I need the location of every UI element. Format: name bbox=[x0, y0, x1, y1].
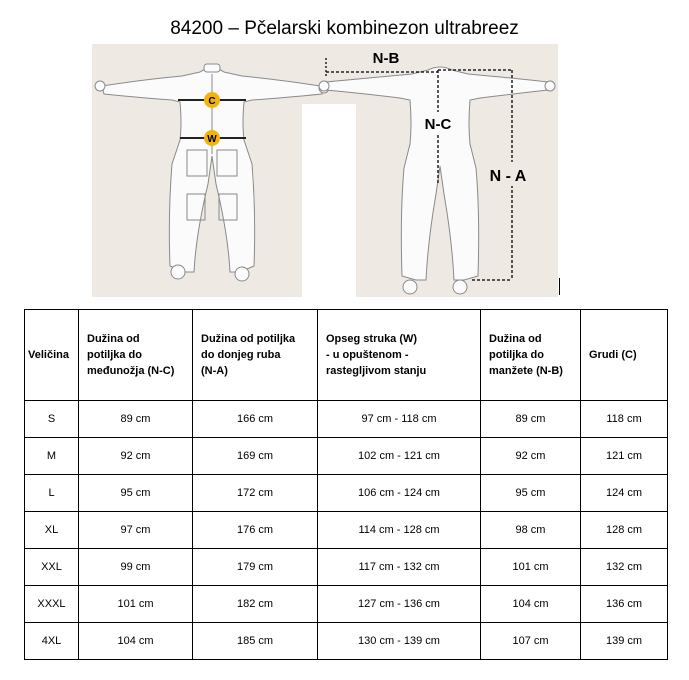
cell-total-length: 166 cm bbox=[193, 401, 318, 438]
back-left-cuff bbox=[319, 81, 329, 91]
size-table-header-row bbox=[25, 310, 668, 401]
cell-chest: 128 cm bbox=[581, 512, 668, 549]
cell-size: XL bbox=[25, 512, 79, 549]
cell-total-length: 182 cm bbox=[193, 586, 318, 623]
cell-waist: 127 cm - 136 cm bbox=[318, 586, 481, 623]
page-title: 84200 – Pčelarski kombinezon ultrabreez bbox=[170, 18, 519, 39]
back-right-cuff bbox=[545, 81, 555, 91]
table-row bbox=[25, 623, 668, 660]
cell-size: L bbox=[25, 475, 79, 512]
cell-total-length: 172 cm bbox=[193, 475, 318, 512]
cell-chest: 121 cm bbox=[581, 438, 668, 475]
cell-crotch-length: 95 cm bbox=[79, 475, 193, 512]
back-right-boot bbox=[453, 280, 467, 294]
cell-size: M bbox=[25, 438, 79, 475]
background-strip bbox=[302, 104, 356, 297]
cell-sleeve-length: 104 cm bbox=[481, 586, 581, 623]
front-left-cuff bbox=[95, 81, 105, 91]
cell-total-length: 185 cm bbox=[193, 623, 318, 660]
cell-size: XXL bbox=[25, 549, 79, 586]
cell-crotch-length: 89 cm bbox=[79, 401, 193, 438]
cell-chest: 118 cm bbox=[581, 401, 668, 438]
cell-chest: 139 cm bbox=[581, 623, 668, 660]
cell-waist: 97 cm - 118 cm bbox=[318, 401, 481, 438]
nb-label: N-B bbox=[372, 50, 400, 67]
cell-sleeve-length: 107 cm bbox=[481, 623, 581, 660]
na-label: N - A bbox=[489, 168, 527, 185]
cell-size: S bbox=[25, 401, 79, 438]
table-row bbox=[25, 586, 668, 623]
nc-label: N-C bbox=[424, 116, 452, 133]
cell-chest: 136 cm bbox=[581, 586, 668, 623]
back-left-boot bbox=[403, 280, 417, 294]
cell-waist: 114 cm - 128 cm bbox=[318, 512, 481, 549]
table-row bbox=[25, 438, 668, 475]
cell-crotch-length: 104 cm bbox=[79, 623, 193, 660]
cell-size: XXXL bbox=[25, 586, 79, 623]
suit-diagram bbox=[92, 44, 558, 297]
header-chest: Grudi (C) bbox=[581, 310, 668, 401]
front-right-boot bbox=[235, 267, 249, 281]
cell-crotch-length: 99 cm bbox=[79, 549, 193, 586]
cell-sleeve-length: 89 cm bbox=[481, 401, 581, 438]
cell-total-length: 176 cm bbox=[193, 512, 318, 549]
header-waist: Opseg struka (W) - u opuštenom - rastegljivom stanju bbox=[318, 310, 481, 401]
table-row bbox=[25, 475, 668, 512]
cell-size: 4XL bbox=[25, 623, 79, 660]
cell-crotch-length: 101 cm bbox=[79, 586, 193, 623]
cell-waist: 102 cm - 121 cm bbox=[318, 438, 481, 475]
cell-total-length: 169 cm bbox=[193, 438, 318, 475]
cell-crotch-length: 92 cm bbox=[79, 438, 193, 475]
front-collar bbox=[204, 64, 220, 72]
cell-chest: 124 cm bbox=[581, 475, 668, 512]
cell-sleeve-length: 101 cm bbox=[481, 549, 581, 586]
cell-chest: 132 cm bbox=[581, 549, 668, 586]
header-sleeve-length: Dužina od potiljka do manžete (N-B) bbox=[481, 310, 581, 401]
cell-sleeve-length: 95 cm bbox=[481, 475, 581, 512]
header-size: Veličina bbox=[25, 310, 79, 401]
cell-sleeve-length: 98 cm bbox=[481, 512, 581, 549]
table-row bbox=[25, 401, 668, 438]
suit-diagram-svg bbox=[92, 44, 558, 297]
cell-crotch-length: 97 cm bbox=[79, 512, 193, 549]
cell-sleeve-length: 92 cm bbox=[481, 438, 581, 475]
table-row bbox=[25, 512, 668, 549]
waist-marker-label: W bbox=[207, 134, 217, 145]
text-cursor bbox=[559, 278, 560, 295]
cell-waist: 106 cm - 124 cm bbox=[318, 475, 481, 512]
cell-total-length: 179 cm bbox=[193, 549, 318, 586]
front-left-boot bbox=[171, 265, 185, 279]
chest-marker-label: C bbox=[208, 96, 216, 107]
table-row bbox=[25, 549, 668, 586]
cell-waist: 130 cm - 139 cm bbox=[318, 623, 481, 660]
header-total-length: Dužina od potiljka do donjeg ruba (N-A) bbox=[193, 310, 318, 401]
cell-waist: 117 cm - 132 cm bbox=[318, 549, 481, 586]
header-crotch-length: Dužina od potiljka do međunožja (N-C) bbox=[79, 310, 193, 401]
size-table bbox=[24, 309, 668, 660]
